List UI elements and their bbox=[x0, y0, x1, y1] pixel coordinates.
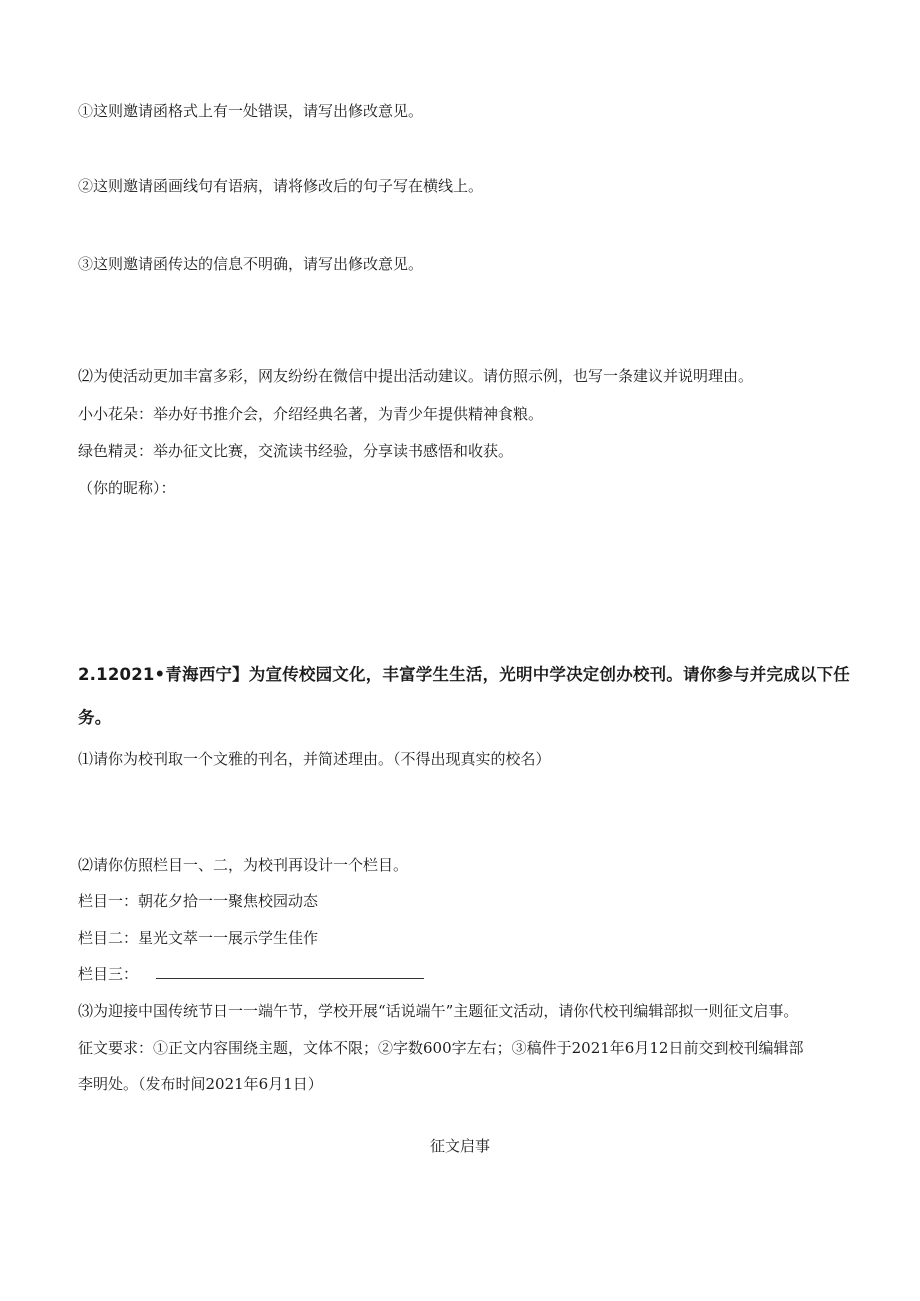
q1-your-nickname: （你的昵称）： bbox=[78, 479, 176, 497]
q2-column-3-label: 栏目三： bbox=[78, 965, 139, 983]
q2-column-3-row bbox=[78, 964, 424, 984]
q1-part2-prompt: ⑵为使活动更加丰富多彩，网友纷纷在微信中提出活动建议。请仿照示例，也写一条建议并说明理由。 bbox=[78, 367, 754, 385]
q2-part1: ⑴请你为校刊取一个文雅的刊名，并简述理由。（不得出现真实的校名） bbox=[78, 750, 551, 768]
q1-example-2: 绿色精灵：举办征文比赛，交流读书经验，分享读书感悟和收获。 bbox=[78, 442, 514, 460]
notice-title: 征文启事 bbox=[429, 1137, 490, 1155]
q1-subquestion-1: ①这则邀请函格式上有一处错误，请写出修改意见。 bbox=[78, 102, 424, 120]
q2-part2: ⑵请你仿照栏目一、二，为校刊再设计一个栏目。 bbox=[78, 856, 409, 874]
q1-example-1: 小小花朵：举办好书推介会，介绍经典名著，为青少年提供精神食粮。 bbox=[78, 405, 544, 423]
q2-column-2: 栏目二：星光文萃一一展示学生佳作 bbox=[78, 929, 319, 947]
q2-part3: ⑶为迎接中国传统节日一一端午节，学校开展“话说端午”主题征文活动，请你代校刊编辑部拟一则征文启事。 bbox=[78, 1002, 799, 1020]
q2-column-1: 栏目一：朝花夕拾一一聚焦校园动态 bbox=[78, 892, 319, 910]
q2-heading-line1: 2.12021•青海西宁】为宣传校园文化，丰富学生生活，光明中学决定创办校刊。请你参与并完成以下任 bbox=[78, 665, 850, 684]
q2-requirements-line2: 李明处。（发布时间2021年6月1日） bbox=[78, 1075, 323, 1093]
q1-subquestion-2: ②这则邀请函画线句有语病，请将修改后的句子写在横线上。 bbox=[78, 177, 484, 195]
q2-heading-line2: 务。 bbox=[78, 708, 112, 727]
q2-requirements-line1: 征文要求：①正文内容围绕主题，文体不限；②字数600字左右；③稿件于2021年6月12日前交到校刊编辑部 bbox=[78, 1039, 804, 1057]
q1-subquestion-3: ③这则邀请函传达的信息不明确，请写出修改意见。 bbox=[78, 255, 424, 273]
answer-blank-line[interactable] bbox=[156, 964, 424, 979]
